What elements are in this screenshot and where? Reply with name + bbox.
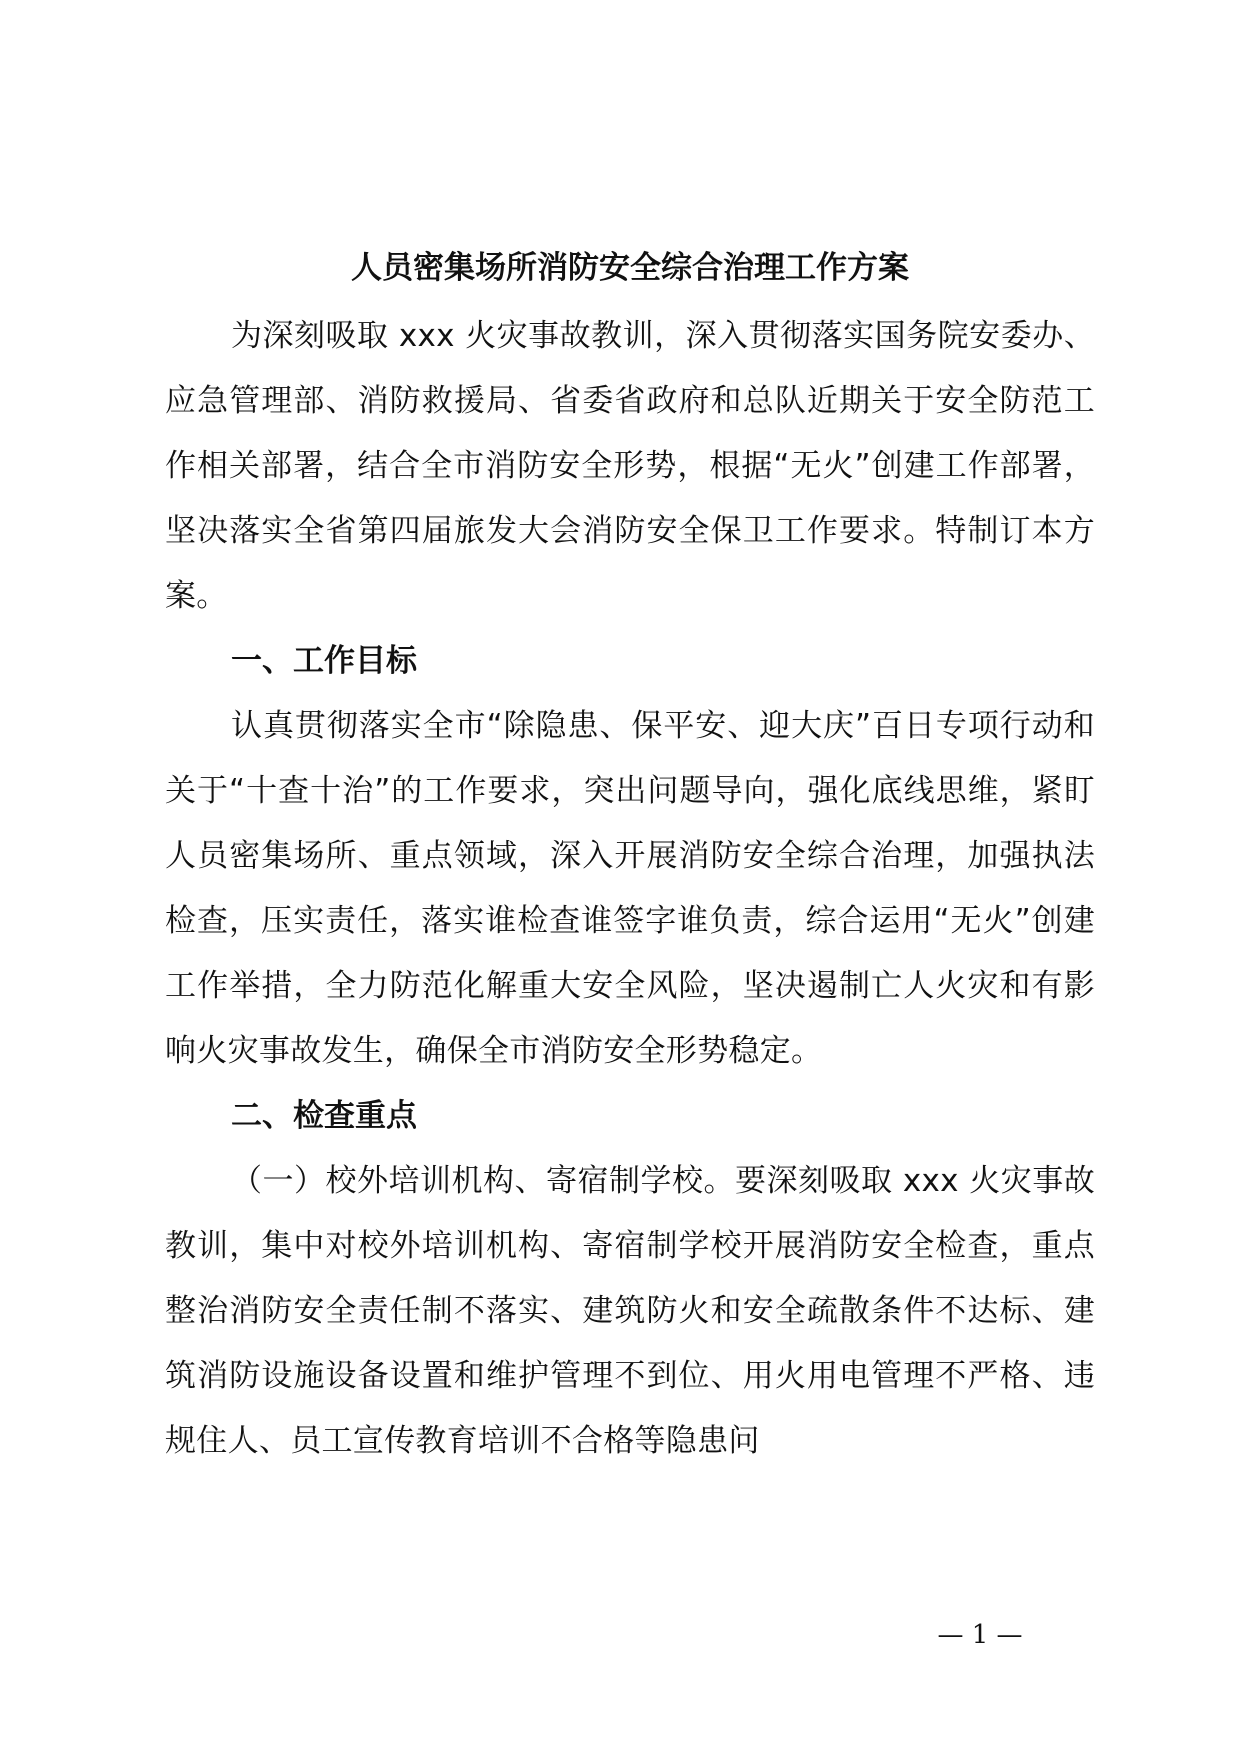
section-paragraph-work-goals: 认真贯彻落实全市“除隐患、保平安、迎大庆”百日专项行动和关于“十查十治”的工作要求，突出问题导向，强化底线思维，紧盯人员密集场所、重点领域，深入开展消防安全综合治理，加强执法检查，压实责任，落实谁检查谁签字谁负责，综合运用“无火”创建工作举措，全力防范化解重大安全风险，坚决遏制亡人火灾和有影响火灾事故发生，确保全市消防安全形势稳定。 <box>165 708 1095 1069</box>
section-paragraph-inspection-focus: （一）校外培训机构、寄宿制学校。要深刻吸取 xxx 火灾事故教训，集中对校外培训机构、寄宿制学校开展消防安全检查，重点整治消防安全责任制不落实、建筑防火和安全疏散条件不达标、建筑消防设施设备设置和维护管理不到位、用火用电管理不严格、违规住人、员工宣传教育培训不合格等隐患问 <box>165 1163 1095 1459</box>
section-heading-work-goals: 一、工作目标 <box>231 643 417 679</box>
section-heading-inspection-focus: 二、检查重点 <box>231 1098 417 1134</box>
document-body <box>165 244 1095 1474</box>
page-number: — 1 — <box>937 1620 1023 1650</box>
intro-paragraph: 为深刻吸取 xxx 火灾事故教训，深入贯彻落实国务院安委办、应急管理部、消防救援局、省委省政府和总队近期关于安全防范工作相关部署，结合全市消防安全形势，根据“无火”创建工作部署，坚决落实全省第四届旅发大会消防安全保卫工作要求。特制订本方案。 <box>165 318 1095 614</box>
document-title: 人员密集场所消防安全综合治理工作方案 <box>351 250 909 286</box>
